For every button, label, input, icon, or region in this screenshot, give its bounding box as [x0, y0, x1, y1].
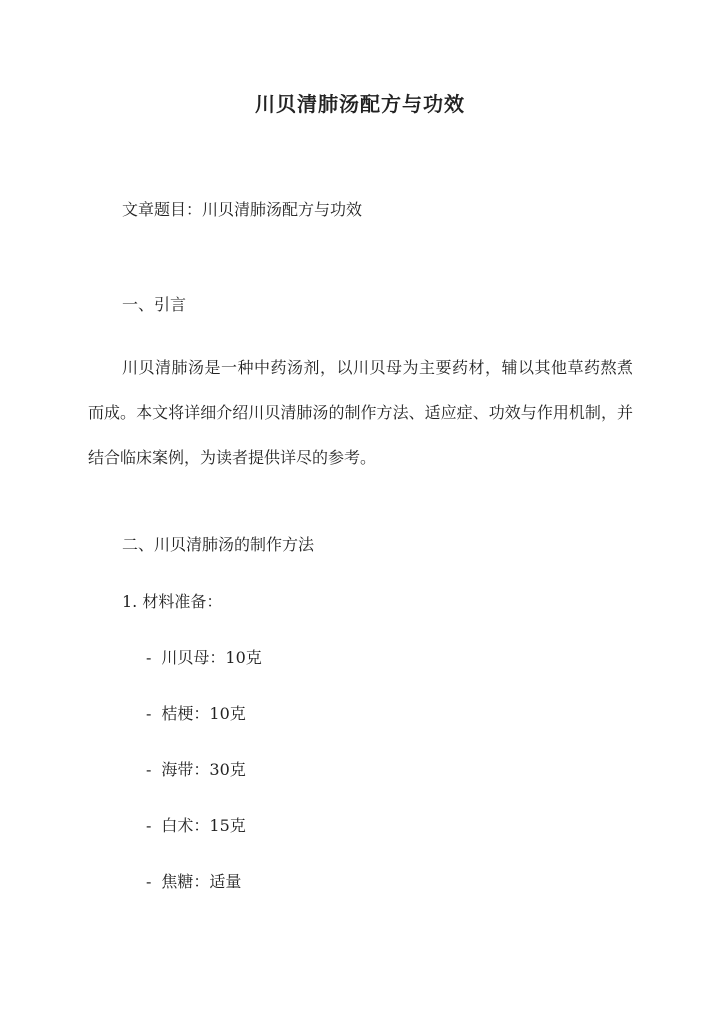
section-heading-method: 二、川贝清肺汤的制作方法 — [122, 535, 315, 554]
materials-heading: 1. 材料准备： — [122, 592, 223, 611]
list-dash: - — [146, 872, 152, 891]
ingredient-item — [146, 757, 246, 780]
ingredient-item — [146, 813, 246, 836]
ingredient-text: 川贝母：10克 — [161, 648, 262, 667]
section-heading-intro: 一、引言 — [122, 295, 187, 314]
list-dash: - — [146, 704, 152, 723]
list-dash: - — [146, 760, 152, 779]
list-dash: - — [146, 816, 152, 835]
ingredient-item — [146, 869, 241, 892]
page-title: 川贝清肺汤配方与功效 — [255, 92, 465, 116]
ingredient-text: 焦糖：适量 — [161, 872, 242, 891]
ingredient-item — [146, 645, 262, 668]
ingredient-item — [146, 701, 246, 724]
ingredient-text: 海带：30克 — [161, 760, 246, 779]
ingredient-text: 桔梗：10克 — [161, 704, 246, 723]
article-subject-line: 文章题目：川贝清肺汤配方与功效 — [122, 200, 363, 219]
ingredient-text: 白术：15克 — [161, 816, 246, 835]
list-dash: - — [146, 648, 152, 667]
intro-paragraph: 川贝清肺汤是一种中药汤剂，以川贝母为主要药材，辅以其他草药熬煮而成。本文将详细介绍川贝清肺汤的制作方法、适应症、功效与作用机制，并结合临床案例，为读者提供详尽的参考。 — [88, 358, 633, 467]
